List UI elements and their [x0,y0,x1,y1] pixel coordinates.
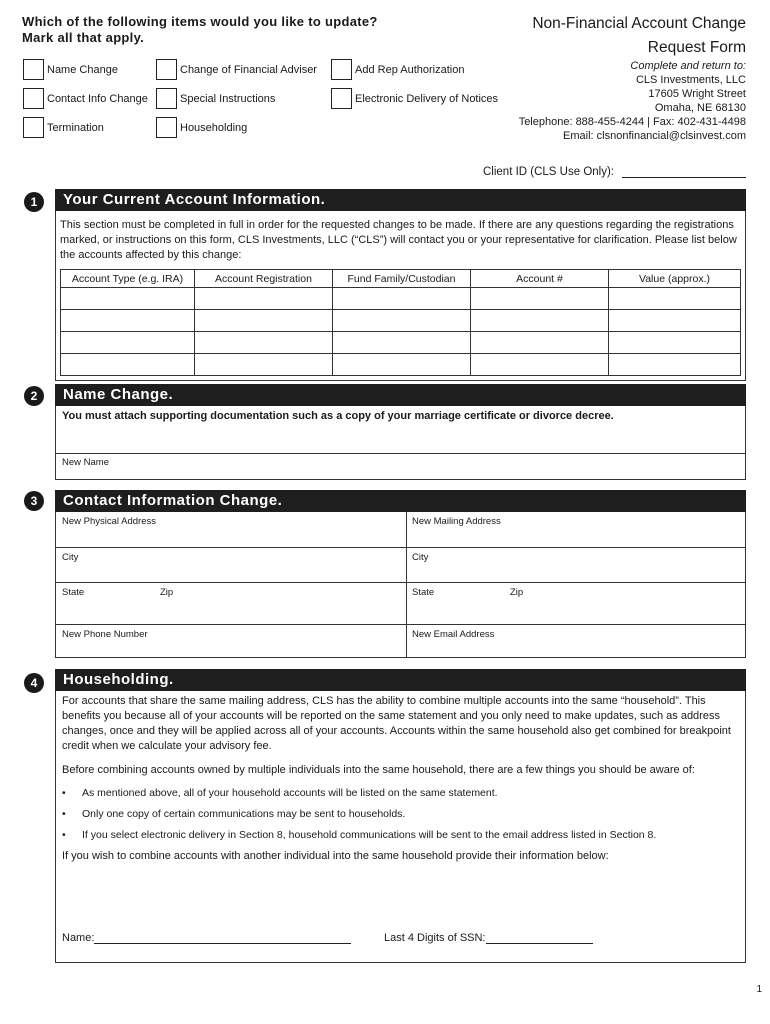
household-ssn [384,932,593,944]
table-cell[interactable] [609,354,741,376]
checkbox-contact-info-change[interactable] [23,88,44,109]
update-question-line2: Mark all that apply. [22,30,145,45]
mailing-state-label: State [412,587,435,598]
return-label: Complete and return to: [630,60,746,72]
checkbox-add-rep-authorization[interactable] [331,59,352,80]
list-item: • If you select electronic delivery in Section 8, household communications will be sent to the email address listed in Section 8. [62,829,657,841]
table-row [61,288,741,310]
option-label: Contact Info Change [47,92,148,105]
option-label: Change of Financial Adviser [180,63,317,76]
section-title: Contact Information Change. [55,490,746,512]
table-cell[interactable] [61,354,195,376]
column-header: Account Registration [195,270,333,288]
mailing-zip-label: Zip [510,587,524,598]
list-item: • As mentioned above, all of your household accounts will be listed on the same statement. [62,787,498,799]
new-mailing-address-label: New Mailing Address [412,516,501,527]
table-cell[interactable] [471,288,609,310]
table-header-row [61,270,741,288]
column-header: Account Type (e.g. IRA) [61,270,195,288]
update-question-line1: Which of the following items would you like to update? [22,14,378,29]
form-title-line2: Request Form [647,39,746,56]
section-householding [55,669,746,963]
option-special-instructions[interactable] [156,88,275,109]
table-cell[interactable] [195,332,333,354]
table-cell[interactable] [471,332,609,354]
checkbox-termination[interactable] [23,117,44,138]
table-cell[interactable] [333,288,471,310]
return-phone-fax: Telephone: 888-455-4244 | Fax: 402-431-4498 [518,116,746,128]
option-label: Add Rep Authorization [355,63,465,76]
return-address [519,59,746,143]
table-cell[interactable] [195,310,333,332]
checkbox-special-instructions[interactable] [156,88,177,109]
new-physical-address-label: New Physical Address [62,516,156,527]
accounts-table [60,269,741,376]
physical-city-label: City [62,552,79,563]
table-cell[interactable] [333,310,471,332]
table-cell[interactable] [195,288,333,310]
table-cell[interactable] [333,332,471,354]
household-name-field[interactable] [94,932,351,944]
section-number-1: 1 [24,192,44,212]
option-add-rep-authorization[interactable] [331,59,464,80]
section-title: Name Change. [55,384,746,406]
householding-aware: Before combining accounts owned by multiple individuals into the same household, there are a few things you should be aware of: [62,764,695,776]
new-email-label: New Email Address [412,629,495,640]
household-name-label: Name: [62,932,95,944]
table-cell[interactable] [61,288,195,310]
return-street: 17605 Wright Street [648,88,746,100]
section-contact-change [55,490,746,658]
option-householding[interactable] [156,117,247,138]
column-header: Fund Family/Custodian [333,270,471,288]
option-label: Electronic Delivery of Notices [355,92,499,105]
physical-zip-label: Zip [160,587,174,598]
section-title: Householding. [55,669,746,691]
table-cell[interactable] [609,332,741,354]
section-number-3: 3 [24,491,44,511]
table-row [61,354,741,376]
page-number: 1 [756,984,762,995]
householding-intro: For accounts that share the same mailing address, CLS has the ability to combine multiple accounts into the same “household”. This benefits you because all of your accounts will be reported on the same statement and you only need to make updates, such as address changes, once and they will be applied across all of your accounts. Accounts within the same household also get combined for breakpoint credit when we calculate your advisory fee. [62,695,731,752]
name-change-note: You must attach supporting documentation such as a copy of your marriage certificate or divorce decree. [62,410,614,422]
update-question [22,14,378,46]
table-row [61,332,741,354]
table-row [61,310,741,332]
table-cell[interactable] [195,354,333,376]
new-phone-label: New Phone Number [62,629,148,640]
table-cell[interactable] [609,288,741,310]
section-name-change [55,384,746,480]
table-cell[interactable] [471,354,609,376]
return-city: Omaha, NE 68130 [654,102,746,114]
list-item: • Only one copy of certain communications may be sent to households. [62,808,406,820]
return-email: Email: clsnonfinancial@clsinvest.com [563,130,746,142]
option-termination[interactable] [23,117,104,138]
option-contact-info-change[interactable] [23,88,148,109]
column-header: Value (approx.) [609,270,741,288]
column-header: Account # [471,270,609,288]
checkbox-name-change[interactable] [23,59,44,80]
option-electronic-delivery[interactable] [331,88,498,109]
option-label: Householding [180,121,248,134]
section-title: Your Current Account Information. [55,189,746,211]
checkbox-change-financial-adviser[interactable] [156,59,177,80]
household-ssn-field[interactable] [486,932,593,944]
form-title-line1: Non-Financial Account Change [532,15,746,32]
option-name-change[interactable] [23,59,118,80]
option-label: Termination [47,121,104,134]
client-id [483,166,746,178]
checkbox-electronic-delivery[interactable] [331,88,352,109]
section1-intro: This section must be completed in full in order for the requested changes to be made. If there are any questions regarding the registrations marked, or instructions on this form, CLS Investments, LLC (“CLS”) will contact you or your representative for clarification. Please list below the accounts affected by this change: [60,219,737,261]
new-name-label: New Name [62,457,109,468]
household-name [62,932,351,944]
option-label: Special Instructions [180,92,276,105]
new-name-field[interactable] [56,454,745,479]
table-cell[interactable] [333,354,471,376]
section-number-2: 2 [24,386,44,406]
option-change-financial-adviser[interactable] [156,59,317,80]
client-id-label: Client ID (CLS Use Only): [482,166,614,178]
client-id-field[interactable] [622,166,746,178]
table-cell[interactable] [471,310,609,332]
form-title [532,12,746,60]
household-ssn-label: Last 4 Digits of SSN: [384,932,486,944]
section-number-4: 4 [24,673,44,693]
return-company: CLS Investments, LLC [635,74,746,86]
table-cell[interactable] [61,310,195,332]
section-current-account [55,189,746,381]
table-cell[interactable] [61,332,195,354]
table-cell[interactable] [609,310,741,332]
physical-state-label: State [62,587,85,598]
householding-combine: If you wish to combine accounts with another individual into the same household provide their information below: [62,850,609,862]
mailing-city-label: City [412,552,429,563]
option-label: Name Change [47,63,118,76]
checkbox-householding[interactable] [156,117,177,138]
